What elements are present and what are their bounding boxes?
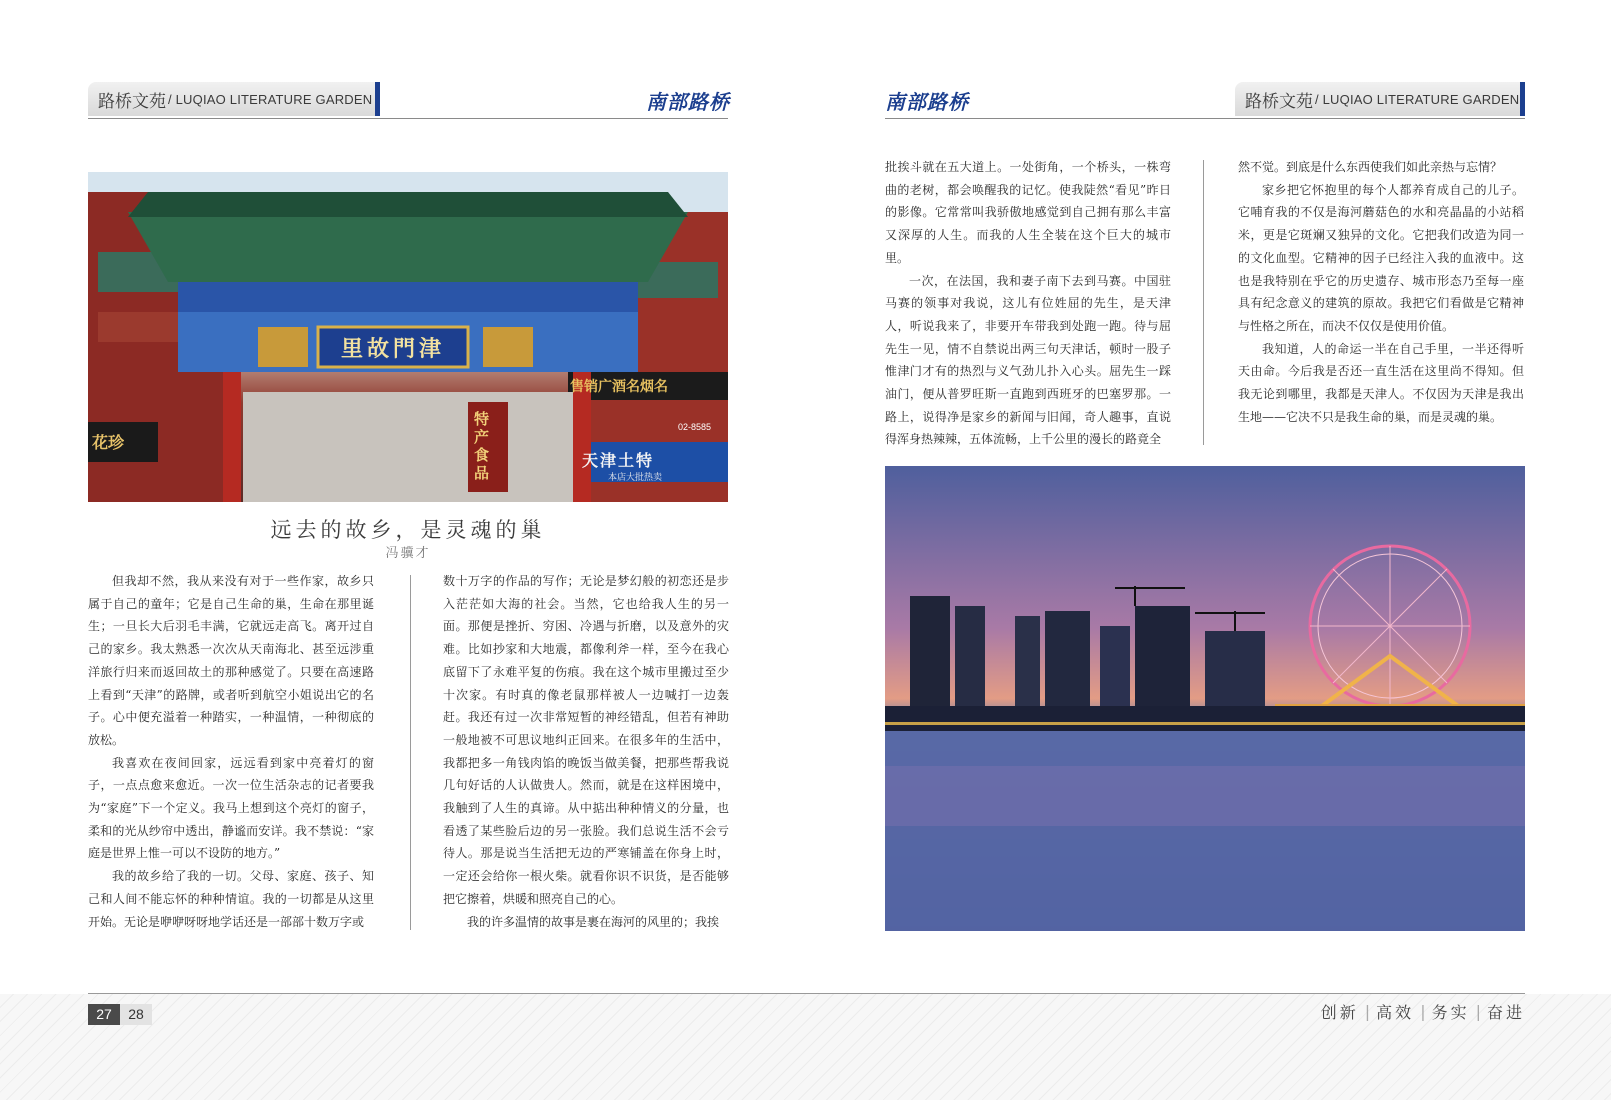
brand-logo-left: 南部路桥 <box>646 90 730 114</box>
section-title-en: / LUQIAO LITERATURE GARDEN <box>168 91 373 107</box>
phone-number: 02-8585 <box>678 422 712 432</box>
paragraph: 家乡把它怀抱里的每个人都养育成自己的儿子。它哺育我的不仅是海河蘑菇色的水和亮晶晶的小站稻米，更是它斑斓又独异的文化。它把我们改造为同一的文化血型。它精神的因子已经注入我的血液中。这也是我特别在乎它的历史遗存、城市形态乃至每一座具有纪念意义的建筑的原故。我把它们看做是它精神与性格之所在，而决不仅仅是使用价值。 <box>1238 182 1524 333</box>
article-column-1 <box>88 570 374 933</box>
page-number-right: 28 <box>120 1004 152 1025</box>
article-column-3 <box>885 156 1171 451</box>
article-title: 远去的故乡，是灵魂的巢 <box>270 518 546 542</box>
gate-plaque-text: 津門故里 <box>340 336 445 362</box>
city-night-photo <box>885 466 1525 931</box>
paragraph: 我知道，人的命运一半在自己手里，一半还得听天由命。今后我是否还一直生活在这里尚不得知。但我无论到哪里，我都是天津人。不仅因为天津是我出生地——它决不只是我生命的巢，而是灵魂的巢。 <box>1238 341 1524 424</box>
slogan-separator: | <box>1364 1002 1371 1021</box>
article-column-4 <box>1238 156 1524 428</box>
section-title-cn: 路桥文苑 <box>1245 91 1313 112</box>
slogan-word: 高效 <box>1376 1003 1415 1022</box>
slogan-separator: | <box>1475 1002 1481 1021</box>
slogan-word: 务实 <box>1431 1003 1470 1022</box>
column-divider <box>410 575 411 930</box>
right-banner-caption: 本店大批热卖 <box>608 473 663 483</box>
section-title-cn: 路桥文苑 <box>98 91 166 112</box>
article-column-2 <box>443 570 729 933</box>
section-tab-left <box>88 82 380 116</box>
gate-photo <box>88 172 728 502</box>
paragraph: 然不觉。到底是什么东西使我们如此亲热与忘情？ <box>1238 160 1503 174</box>
shop-vertical-banner: 特产食品 <box>474 410 490 482</box>
header-rule-right <box>885 118 1525 119</box>
column-divider <box>1203 160 1204 445</box>
left-shop-sign: 珍花 <box>92 433 125 452</box>
page-number-left: 27 <box>88 1004 120 1025</box>
slogan-word: 创新 <box>1320 1003 1359 1022</box>
section-title-en: / LUQIAO LITERATURE GARDEN <box>1315 91 1520 107</box>
article-author: 冯骥才 <box>385 546 431 561</box>
footer-slogan <box>1321 1000 1525 1023</box>
paragraph: 我的许多温情的故事是裹在海河的风里的；我挨 <box>467 914 720 929</box>
brand-logo-right: 南部路桥 <box>885 90 969 114</box>
paragraph: 我的故乡给了我的一切。父母、家庭、孩子、知己和人间不能忘怀的种种情谊。我的一切都是从这里开始。无论是咿咿呀呀地学话还是一部部十数万字或 <box>88 869 374 929</box>
right-banner-sign: 天津土特 <box>582 451 655 470</box>
paragraph: 我喜欢在夜间回家，远远看到家中亮着灯的窗子，一点点愈来愈近。一次一位生活杂志的记者要我为“家庭”下一个定义。我马上想到这个亮灯的窗子，柔和的光从纱帘中透出，静谧而安详。我不禁说：“家庭是世界上惟一可以不设防的地方。” <box>88 755 374 861</box>
header-rule-left <box>88 118 728 119</box>
right-shop-sign: 名烟名酒广销售 <box>570 379 668 395</box>
slogan-separator: | <box>1420 1002 1426 1021</box>
paragraph: 但我却不然，我从来没有对于一些作家，故乡只属于自己的童年；它是自己生命的巢，生命在那里诞生；一旦长大后羽毛丰满，它就远走高飞。离开过自己的家乡。我太熟悉一次次从天南海北、甚至远涉重洋旅行归来而返回故土的那种感觉了。只要在高速路上看到“天津”的路牌，或者听到航空小姐说出它的名子。心中便充溢着一种踏实，一种温情，一种彻底的放松。 <box>88 574 374 747</box>
slogan-word: 奋进 <box>1486 1003 1525 1022</box>
footer-rule <box>88 993 1525 994</box>
paragraph: 一次，在法国，我和妻子南下去到马赛。中国驻马赛的领事对我说，这儿有位姓屈的先生，是天津人，听说我来了，非要开车带我到处跑一跑。待与屈先生一见，情不自禁说出两三句天津话，顿时一股子惟津门才有的热烈与义气劲儿扑入心头。屈先生一踩油门，便从普罗旺斯一直跑到西班牙的巴塞罗那。一路上，说得净是家乡的新闻与旧闻，奇人趣事，直说得浑身热辣辣，五体流畅，上千公里的漫长的路竟全 <box>885 273 1171 447</box>
paragraph: 批挨斗就在五大道上。一处街角，一个桥头，一株弯曲的老树，都会唤醒我的记忆。使我陡然“看见”昨日的影像。它常常叫我骄傲地感觉到自己拥有那么丰富又深厚的人生。而我的人生全装在这个巨大的城市里。 <box>885 160 1171 265</box>
ferris-wheel-cityscape <box>885 466 1525 931</box>
paragraph: 数十万字的作品的写作；无论是梦幻般的初恋还是步入茫茫如大海的社会。当然，它也给我人生的另一面。那便是挫折、穷困、冷遇与折磨，以及意外的灾难。比如抄家和大地震，都像利斧一样，至今在我心底留下了永难平复的伤痕。我在这个城市里搬过至少十次家。有时真的像老鼠那样被人一边喊打一边轰赶。我还有过一次非常短暂的神经错乱，但若有神助一般地被不可思议地纠正回来。在很多年的生活中，我都把多一角钱肉馅的晚饭当做美餐，把那些帮我说几句好话的人认做贵人。然而，就是在这样困境中，我触到了人生的真谛。从中掂出种种情义的分量，也看透了某些脸后边的另一张脸。我们总说生活不会亏待人。那是说当生活把无边的严寒铺盖在你身上时，一定还会给你一根火柴。就看你识不识货，是否能够把它擦着，烘暖和照亮自己的心。 <box>443 574 729 906</box>
section-tab-right <box>1235 82 1525 116</box>
